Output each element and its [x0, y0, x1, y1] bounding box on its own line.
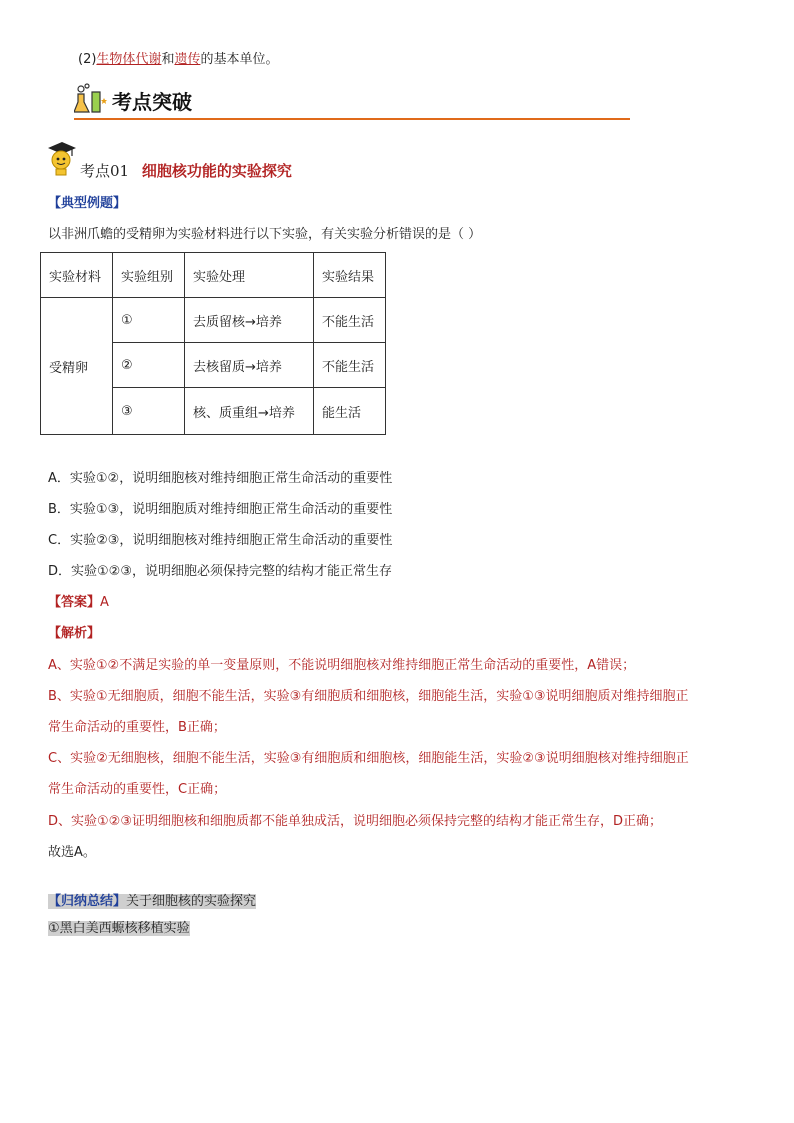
- mascot-graduate-icon: [46, 140, 76, 176]
- summary-item: [48, 920, 190, 938]
- analysis-line: 常生命活动的重要性，C正确；: [48, 782, 227, 797]
- summary-text: 关于细胞核的实验探究: [126, 894, 257, 909]
- analysis-line: C、实验②无细胞核，细胞不能生活，实验③有细胞质和细胞核，细胞能生活，实验②③说明细胞核对维持细胞正: [48, 751, 689, 766]
- table-cell-treatment: 核、质重组→培养: [185, 388, 314, 435]
- analysis-line: 常生命活动的重要性，B正确；: [48, 720, 226, 735]
- table-header-cell: 实验结果: [314, 253, 386, 298]
- intro-link-metabolism[interactable]: 生物体代谢: [96, 52, 162, 67]
- intro-mid: 和: [161, 52, 175, 67]
- table-cell-result: 不能生活: [314, 298, 386, 343]
- analysis-tag: 【解析】: [48, 626, 101, 641]
- answer-line: [48, 594, 109, 612]
- option-b: B．实验①③，说明细胞质对维持细胞正常生命活动的重要性: [48, 502, 393, 517]
- intro-prefix: (2): [78, 52, 97, 67]
- section-title: 考点突破: [112, 90, 192, 114]
- intro-line: [78, 48, 278, 67]
- analysis-line: A、实验①②不满足实验的单一变量原则，不能说明细胞核对维持细胞正常生命活动的重要性，A错误；: [48, 658, 636, 673]
- intro-link-heredity[interactable]: 遗传: [174, 52, 201, 67]
- section-header: [74, 82, 630, 120]
- topic-title: 细胞核功能的实验探究: [141, 162, 292, 180]
- intro-suffix: 的基本单位。: [200, 52, 279, 67]
- table-cell-result: 能生活: [314, 388, 386, 435]
- summary-tag: 【归纳总结】: [48, 894, 127, 909]
- flask-icon: [74, 82, 110, 116]
- topic-heading: [80, 160, 292, 181]
- summary-block: [48, 894, 256, 909]
- table-header-cell: 实验组别: [113, 253, 185, 298]
- option-c: C．实验②③，说明细胞核对维持细胞正常生命活动的重要性: [48, 533, 393, 548]
- analysis-line: B、实验①无细胞质，细胞不能生活，实验③有细胞质和细胞核，细胞能生活，实验①③说明细胞质对维持细胞正: [48, 689, 689, 704]
- conclusion-line: 故选A。: [48, 845, 96, 860]
- table-cell-material: 受精卵: [41, 298, 113, 435]
- table-cell-group: ①: [113, 298, 185, 343]
- example-tag: 【典型例题】: [48, 196, 127, 211]
- table-cell-treatment: 去核留质→培养: [185, 343, 314, 388]
- table-row: [41, 298, 386, 343]
- answer-tag: 【答案】: [48, 595, 101, 610]
- table-cell-group: ③: [113, 388, 185, 435]
- question-text: 以非洲爪蟾的受精卵为实验材料进行以下实验，有关实验分析错误的是（ ）: [48, 227, 482, 242]
- option-d: D．实验①②③，说明细胞必须保持完整的结构才能正常生存: [48, 564, 392, 579]
- topic-label: 考点01: [80, 162, 130, 180]
- table-cell-treatment: 去质留核→培养: [185, 298, 314, 343]
- table-header-cell: 实验材料: [41, 253, 113, 298]
- table-cell-group: ②: [113, 343, 185, 388]
- option-a: A．实验①②，说明细胞核对维持细胞正常生命活动的重要性: [48, 471, 393, 486]
- table-cell-result: 不能生活: [314, 343, 386, 388]
- answer-value: A: [100, 595, 109, 610]
- table-header-cell: 实验处理: [185, 253, 314, 298]
- summary-line: [48, 893, 256, 911]
- analysis-line: D、实验①②③证明细胞核和细胞质都不能单独成活，说明细胞必须保持完整的结构才能正常生存，D正确；: [48, 814, 662, 829]
- experiment-table: [40, 252, 386, 435]
- summary-item-text: ①黑白美西螈核移植实验: [48, 921, 190, 936]
- table-header-row: [41, 253, 386, 298]
